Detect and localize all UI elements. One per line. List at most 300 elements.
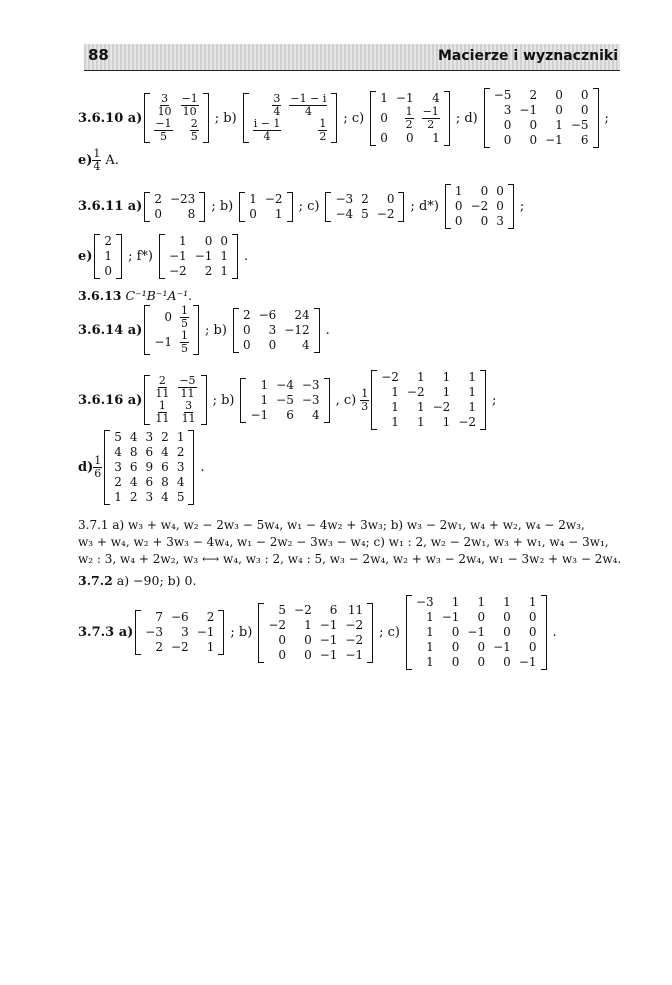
matrix-cell: 0 — [451, 640, 460, 654]
matrix — [159, 234, 238, 279]
matrix-cell: −1 — [319, 617, 338, 632]
separator: . — [325, 322, 330, 338]
matrix-cell: 0 — [503, 118, 512, 132]
separator: ; — [519, 199, 525, 214]
matrix-cell — [174, 375, 200, 400]
matrix-cell: 0 — [480, 184, 489, 198]
fraction — [93, 455, 102, 480]
matrix — [406, 595, 547, 670]
matrix-cell: 0 — [496, 199, 504, 213]
matrix-cell: 8 — [187, 206, 196, 221]
right-bracket — [367, 603, 373, 663]
denominator: 2 — [319, 130, 327, 143]
matrix-cell: 0 — [555, 103, 563, 117]
matrix-cell — [285, 93, 331, 118]
right-bracket — [314, 308, 320, 353]
right-bracket — [324, 378, 330, 423]
matrix-cell: −2 — [268, 617, 287, 632]
matrix-row — [376, 106, 444, 131]
fraction — [181, 400, 197, 425]
denominator: 5 — [181, 342, 189, 355]
matrix-row — [245, 207, 286, 222]
separator: ; b) — [230, 625, 253, 640]
separator: A. — [105, 153, 119, 168]
matrix-cell — [174, 400, 200, 425]
matrix-table — [150, 305, 193, 355]
fraction — [181, 93, 199, 118]
denominator: 4 — [263, 130, 271, 143]
matrix-cell: 6 — [580, 133, 589, 147]
matrix-cell — [249, 93, 286, 118]
matrix-cell: 9 — [145, 460, 154, 474]
matrix-row — [141, 640, 218, 655]
matrix-cell: 1 — [391, 385, 399, 399]
denominator: 11 — [155, 412, 170, 425]
separator: ; b) — [214, 110, 237, 126]
matrix-table — [165, 234, 232, 279]
fraction — [360, 388, 369, 413]
matrix-cell: 5 — [114, 430, 122, 444]
matrix-cell: 0 — [242, 337, 251, 352]
matrix-cell: 1 — [176, 430, 185, 444]
matrix-cell: 0 — [503, 625, 511, 639]
matrix-cell: −1 — [194, 249, 213, 263]
matrix-cell: −5 — [493, 88, 512, 102]
matrix-row — [150, 207, 199, 222]
matrix-cell: 1 — [477, 595, 486, 609]
matrix-cell: 4 — [161, 445, 169, 459]
matrix-row — [150, 375, 200, 400]
right-bracket — [444, 91, 450, 146]
denominator: 5 — [181, 317, 189, 330]
matrix-row — [165, 234, 232, 249]
matrix-cell: 0 — [477, 610, 486, 624]
matrix-cell: 2 — [204, 264, 213, 278]
matrix-row — [249, 118, 332, 143]
matrix-table — [100, 234, 116, 279]
numerator: 3 — [185, 399, 193, 412]
answer-row — [78, 148, 123, 173]
matrix-cell: −2 — [432, 400, 451, 414]
right-bracket — [203, 93, 209, 143]
matrix — [144, 375, 206, 425]
matrix-cell: −4 — [335, 206, 354, 221]
matrix-cell: 0 — [528, 625, 537, 639]
matrix-row — [239, 308, 314, 323]
matrix-cell: −1 — [319, 647, 338, 662]
matrix-cell: 0 — [380, 110, 388, 125]
answer-3-7-2 — [78, 572, 196, 589]
matrix-cell — [176, 330, 193, 355]
right-bracket — [116, 234, 122, 279]
matrix-cell: −1 — [519, 103, 538, 117]
fraction — [190, 118, 199, 143]
matrix-row — [451, 184, 508, 199]
matrix-cell: −1 — [441, 610, 460, 624]
matrix-row — [110, 475, 188, 490]
matrix-cell: 2 — [129, 490, 138, 504]
matrix — [135, 610, 224, 655]
matrix-cell: 1 — [426, 640, 434, 654]
matrix-cell: 2 — [154, 191, 162, 206]
matrix-cell: 0 — [528, 610, 537, 624]
separator: , c) — [335, 392, 357, 408]
matrix-cell: −1 — [493, 640, 511, 654]
matrix-row — [110, 445, 188, 460]
matrix-table — [110, 430, 188, 505]
numerator: −1 — [155, 117, 172, 130]
matrix-cell: 1 — [451, 595, 460, 609]
matrix-cell: 1 — [432, 130, 440, 145]
matrix-cell: 8 — [161, 475, 169, 489]
matrix-table — [376, 91, 444, 146]
matrix-cell: 2 — [206, 610, 215, 624]
answer-row — [78, 305, 334, 355]
matrix — [370, 91, 450, 146]
matrix-cell: 0 — [451, 625, 460, 639]
problem-label: d) — [78, 460, 94, 475]
matrix-cell: 1 — [416, 415, 425, 429]
separator: . — [244, 249, 249, 264]
fraction — [289, 93, 327, 118]
matrix-cell: −1 — [319, 632, 338, 647]
problem-label: 3.6.14 a) — [78, 322, 143, 338]
denominator: 4 — [304, 105, 312, 118]
page-header — [84, 44, 620, 71]
matrix-table — [451, 184, 508, 229]
matrix-cell: 0 — [104, 264, 113, 278]
matrix-cell: 3 — [145, 490, 154, 504]
matrix-cell: 7 — [155, 610, 163, 624]
matrix-row — [264, 633, 367, 648]
separator: ; c) — [298, 199, 320, 214]
matrix-row — [451, 214, 508, 229]
numerator: −5 — [179, 374, 196, 387]
numerator: 1 — [405, 104, 413, 118]
matrix — [240, 378, 329, 423]
problem-label: e) — [78, 153, 93, 168]
matrix-cell: −2 — [381, 370, 399, 384]
matrix-cell: −3 — [301, 392, 320, 407]
right-bracket — [508, 184, 514, 229]
separator: ; b) — [211, 199, 234, 214]
right-bracket — [331, 93, 337, 143]
matrix-cell: 4 — [311, 407, 320, 422]
matrix-cell — [177, 118, 203, 143]
matrix-row — [246, 408, 323, 423]
matrix-cell: 1 — [416, 400, 425, 414]
matrix-row — [150, 400, 200, 425]
matrix-cell: 0 — [454, 214, 463, 228]
matrix-cell: 6 — [129, 460, 138, 474]
matrix-cell: 5 — [361, 206, 369, 221]
matrix-cell — [150, 93, 176, 118]
matrix-cell: 6 — [286, 407, 294, 422]
matrix-cell: 1 — [426, 655, 434, 669]
matrix-cell: 0 — [528, 640, 537, 654]
matrix-table — [331, 192, 398, 222]
fraction — [154, 400, 170, 425]
page-number: 88 — [88, 46, 109, 64]
matrix-cell — [150, 400, 174, 425]
matrix-row — [490, 103, 593, 118]
answer-row — [78, 88, 613, 148]
matrix-cell: −1 — [395, 90, 414, 105]
matrix-cell: 2 — [114, 475, 122, 489]
matrix — [243, 93, 338, 143]
matrix-cell: 5 — [278, 602, 287, 617]
matrix — [144, 93, 208, 143]
matrix-cell: 1 — [442, 370, 451, 384]
matrix-cell — [249, 118, 286, 143]
separator: . — [552, 625, 557, 640]
matrix-cell: 0 — [580, 103, 589, 117]
matrix-cell: 0 — [405, 130, 414, 145]
matrix-cell: 4 — [161, 490, 169, 504]
matrix-cell: 0 — [496, 184, 504, 198]
matrix — [94, 234, 122, 279]
matrix-cell: 24 — [294, 307, 310, 322]
matrix-cell: 4 — [129, 430, 138, 444]
right-bracket — [541, 595, 547, 670]
matrix-cell: −1 — [154, 335, 173, 349]
matrix-row — [377, 385, 480, 400]
matrix-row — [264, 648, 367, 663]
right-bracket — [199, 192, 205, 222]
numerator: 1 — [361, 386, 369, 400]
matrix — [233, 308, 320, 353]
denominator: 11 — [180, 387, 195, 400]
matrix-cell: −3 — [145, 625, 163, 639]
matrix-row — [150, 305, 193, 330]
matrix-cell: 3 — [503, 103, 512, 117]
answer-row — [78, 184, 528, 229]
numerator: i − 1 — [253, 117, 281, 130]
matrix-cell: −2 — [264, 191, 283, 206]
separator: ; d*) — [410, 199, 439, 214]
matrix-table — [490, 88, 593, 148]
matrix-cell: 3 — [268, 322, 277, 337]
matrix-cell: 0 — [529, 118, 538, 132]
matrix-cell: 4 — [176, 475, 185, 489]
answer-text: a) −90; b) 0. — [116, 573, 197, 588]
matrix-row — [165, 264, 232, 279]
matrix — [325, 192, 404, 222]
matrix-cell: 0 — [386, 191, 395, 206]
matrix-row — [165, 249, 232, 264]
answer-row — [78, 595, 561, 670]
matrix-row — [246, 378, 323, 393]
numerator: 1 — [181, 304, 189, 317]
numerator: −1 − i — [290, 92, 327, 105]
matrix-row — [412, 610, 541, 625]
matrix-row — [100, 264, 116, 279]
answer-line: w₃ + w₄, w₂ + 3w₃ − 4w₄, w₁ − 2w₂ − 3w₃ − w₄; c) w₁ : 2, w₂ − 2w₁, w₃ + w₁, w₄ − 3w₁, — [78, 535, 609, 549]
matrix-row — [331, 192, 398, 207]
matrix-cell: 0 — [503, 655, 511, 669]
numerator: 1 — [158, 399, 166, 412]
matrix-cell: 3 — [145, 430, 154, 444]
matrix-table — [246, 378, 323, 423]
separator: ; — [604, 110, 609, 126]
separator: ; c) — [343, 110, 365, 126]
matrix-row — [490, 88, 593, 103]
answer-row — [78, 234, 252, 279]
matrix-cell: 1 — [426, 625, 434, 639]
right-bracket — [188, 430, 194, 505]
matrix-cell: 0 — [503, 610, 511, 624]
matrix-cell: −1 — [518, 655, 537, 669]
right-bracket — [232, 234, 238, 279]
matrix-cell: 1 — [304, 617, 312, 632]
matrix-cell: 4 — [432, 90, 440, 105]
matrix-cell: 2 — [161, 430, 169, 444]
fraction — [178, 375, 196, 400]
right-bracket — [398, 192, 404, 222]
numerator: −1 — [181, 92, 198, 105]
matrix-row — [490, 118, 593, 133]
numerator: 1 — [181, 329, 189, 342]
problem-label: 3.6.10 a) — [78, 110, 143, 126]
matrix-cell: 11 — [347, 602, 364, 617]
matrix-cell: −1 — [168, 249, 187, 263]
matrix-cell: 0 — [242, 322, 251, 337]
fraction — [154, 375, 170, 400]
matrix-table — [150, 192, 199, 222]
matrix-cell: 1 — [260, 377, 269, 392]
matrix-cell: 0 — [480, 214, 489, 228]
matrix-cell: 0 — [249, 206, 257, 221]
matrix-cell: −2 — [294, 602, 312, 617]
matrix-cell: 0 — [304, 632, 312, 647]
matrix-cell: 1 — [468, 385, 477, 399]
right-bracket — [287, 192, 293, 222]
matrix-cell: 0 — [164, 310, 173, 324]
matrix-row — [412, 655, 541, 670]
separator: ; f*) — [128, 249, 153, 264]
matrix-cell: −2 — [470, 199, 489, 213]
matrix-row — [331, 207, 398, 222]
matrix-row — [412, 595, 541, 610]
matrix-cell — [285, 118, 331, 143]
matrix-cell: 6 — [329, 602, 338, 617]
matrix-cell: 1 — [426, 610, 434, 624]
matrix-cell: 1 — [274, 206, 283, 221]
matrix-row — [377, 400, 480, 415]
problem-label: 3.6.13 — [78, 288, 122, 303]
matrix-table — [239, 308, 314, 353]
matrix-cell: 1 — [114, 490, 122, 504]
matrix-table — [150, 93, 202, 143]
matrix-cell: −6 — [171, 610, 189, 624]
matrix-cell: 1 — [555, 118, 563, 132]
matrix-cell: −2 — [345, 632, 364, 647]
problem-label: e) — [78, 249, 93, 264]
matrix-cell: 0 — [278, 647, 287, 662]
matrix-row — [141, 610, 218, 625]
matrix-row — [376, 91, 444, 106]
matrix-row — [150, 330, 193, 355]
matrix-row — [412, 640, 541, 655]
matrix-cell: 3 — [181, 625, 189, 639]
denominator: 10 — [157, 105, 172, 118]
matrix-cell — [150, 375, 174, 400]
matrix-cell: 1 — [260, 392, 269, 407]
separator: ; — [492, 392, 497, 408]
matrix-cell: 0 — [278, 632, 287, 647]
matrix — [104, 430, 194, 505]
denominator: 10 — [182, 105, 197, 118]
matrix-row — [150, 93, 202, 118]
matrix-cell: −2 — [171, 640, 189, 654]
matrix-row — [412, 625, 541, 640]
problem-label: 3.7.3 a) — [78, 625, 134, 640]
matrix-cell: −2 — [406, 385, 425, 399]
right-bracket — [201, 375, 207, 425]
fraction — [180, 305, 189, 330]
matrix-cell: −6 — [258, 307, 277, 322]
matrix-cell: 0 — [477, 655, 486, 669]
matrix-cell: 8 — [129, 445, 138, 459]
matrix-row — [110, 430, 188, 445]
matrix-cell: 3 — [496, 214, 504, 228]
matrix-cell: 0 — [477, 640, 486, 654]
numerator: 3 — [273, 92, 281, 105]
right-bracket — [193, 305, 199, 355]
fraction — [253, 118, 282, 143]
matrix-table — [245, 192, 286, 222]
matrix-cell: 6 — [145, 445, 154, 459]
formula: C⁻¹B⁻¹A⁻¹. — [125, 288, 193, 303]
matrix-cell: −23 — [169, 191, 196, 206]
matrix-cell: 6 — [145, 475, 154, 489]
matrix-cell: 1 — [380, 90, 388, 105]
matrix-cell: 1 — [104, 249, 113, 263]
matrix-row — [110, 490, 188, 505]
matrix-cell — [176, 305, 193, 330]
denominator: 6 — [94, 467, 102, 480]
matrix-table — [150, 375, 200, 425]
matrix-cell: 1 — [442, 415, 451, 429]
answer-3-6-13 — [78, 287, 192, 304]
separator: . — [200, 460, 205, 475]
matrix-cell: 3 — [176, 460, 185, 474]
matrix-row — [249, 93, 332, 118]
matrix-cell: 0 — [268, 337, 277, 352]
fraction — [154, 118, 172, 143]
matrix-row — [150, 118, 202, 143]
separator: ; d) — [455, 110, 478, 126]
matrix-table — [264, 603, 367, 663]
matrix-cell: 1 — [468, 370, 477, 384]
matrix-cell: −4 — [276, 377, 294, 392]
matrix-cell: 1 — [391, 400, 399, 414]
matrix-cell: 0 — [204, 234, 213, 248]
matrix-cell: 0 — [580, 88, 589, 102]
matrix-row — [100, 249, 116, 264]
matrix-row — [376, 131, 444, 146]
matrix — [445, 184, 514, 229]
matrix-cell: 2 — [529, 88, 538, 102]
fraction — [272, 93, 281, 118]
matrix — [484, 88, 599, 148]
matrix-cell: 1 — [468, 400, 477, 414]
matrix — [371, 370, 486, 430]
matrix-row — [246, 393, 323, 408]
matrix-cell: 0 — [503, 133, 512, 147]
matrix-cell — [418, 106, 444, 131]
matrix-cell: 1 — [528, 595, 537, 609]
